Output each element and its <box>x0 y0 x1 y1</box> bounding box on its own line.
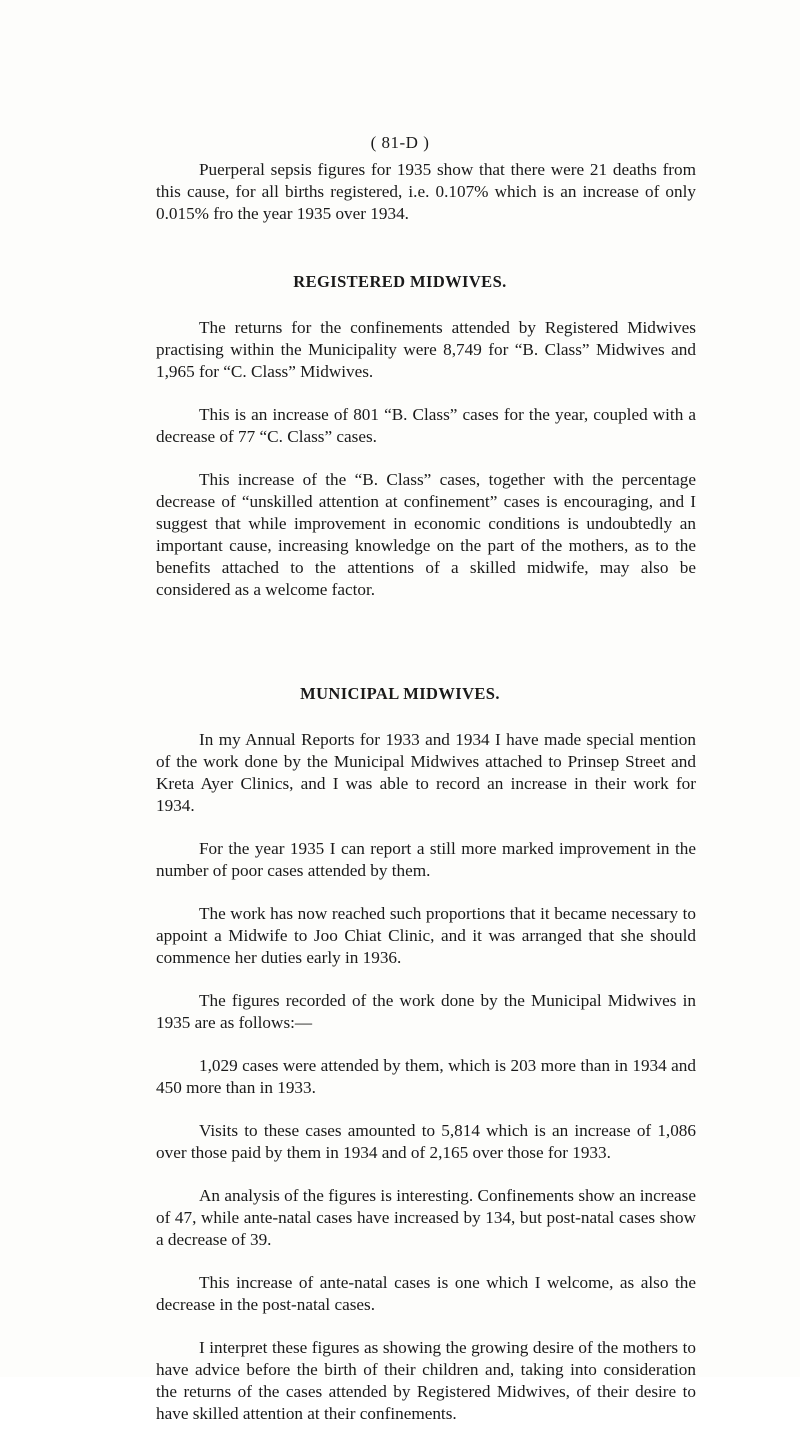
paragraph: For the year 1935 I can report a still more marked improvement in the number of poor cases attended by them. <box>156 839 696 880</box>
paragraph: Visits to these cases amounted to 5,814 which is an increase of 1,086 over those paid by them in 1934 and of 2,165 over those for 1933. <box>156 1121 696 1162</box>
paragraph: An analysis of the figures is interesting. Confinements show an increase of 47, while ante-natal cases have increased by 134, but post-natal cases show a decrease of 39. <box>156 1186 696 1249</box>
paragraph: The figures recorded of the work done by the Municipal Midwives in 1935 are as follows:— <box>156 991 696 1032</box>
intro-section <box>156 159 696 246</box>
paragraph: Puerperal sepsis figures for 1935 show that there were 21 deaths from this cause, for all births registered, i.e. 0.107% which is an increase of only 0.015% fro the year 1935 over 1934. <box>156 160 696 223</box>
paragraph: In my Annual Reports for 1933 and 1934 I have made special mention of the work done by the Municipal Midwives attached to Prinsep Street and Kreta Ayer Clinics, and I was able to record an increase in their work for 1934. <box>156 730 696 815</box>
paragraph: This increase of ante-natal cases is one which I welcome, as also the decrease in the post-natal cases. <box>156 1273 696 1314</box>
paragraph: 1,029 cases were attended by them, which is 203 more than in 1934 and 450 more than in 1933. <box>156 1056 696 1097</box>
paragraph: This is an increase of 801 “B. Class” cases for the year, coupled with a decrease of 77 “C. Class” cases. <box>156 405 696 446</box>
municipal-midwives-section <box>156 729 696 1446</box>
section-heading-registered-midwives: REGISTERED MIDWIVES. <box>293 272 507 291</box>
registered-midwives-section <box>156 317 696 622</box>
paragraph: The work has now reached such proportions that it became necessary to appoint a Midwife to Joo Chiat Clinic, and it was arranged that she should commence her duties early in 1936. <box>156 904 696 967</box>
page-number: ( 81-D ) <box>370 133 430 152</box>
paragraph: This increase of the “B. Class” cases, together with the percentage decrease of “unskilled attention at confinement” cases is encouraging, and I suggest that while improvement in economic conditions is undoubtedly an important cause, increasing knowledge on the part of the mothers, as to the benefits attached to the attentions of a skilled midwife, may also be considered as a welcome factor. <box>156 470 696 599</box>
paragraph: I interpret these figures as showing the growing desire of the mothers to have advice before the birth of their children and, taking into consideration the returns of the cases attended by Registered Midwives, of their desire to have skilled attention at their confinements. <box>156 1338 696 1423</box>
paragraph: The returns for the confinements attended by Registered Midwives practising within the Municipality were 8,749 for “B. Class” Midwives and 1,965 for “C. Class” Midwives. <box>156 318 696 381</box>
section-heading-municipal-midwives: MUNICIPAL MIDWIVES. <box>300 684 500 703</box>
